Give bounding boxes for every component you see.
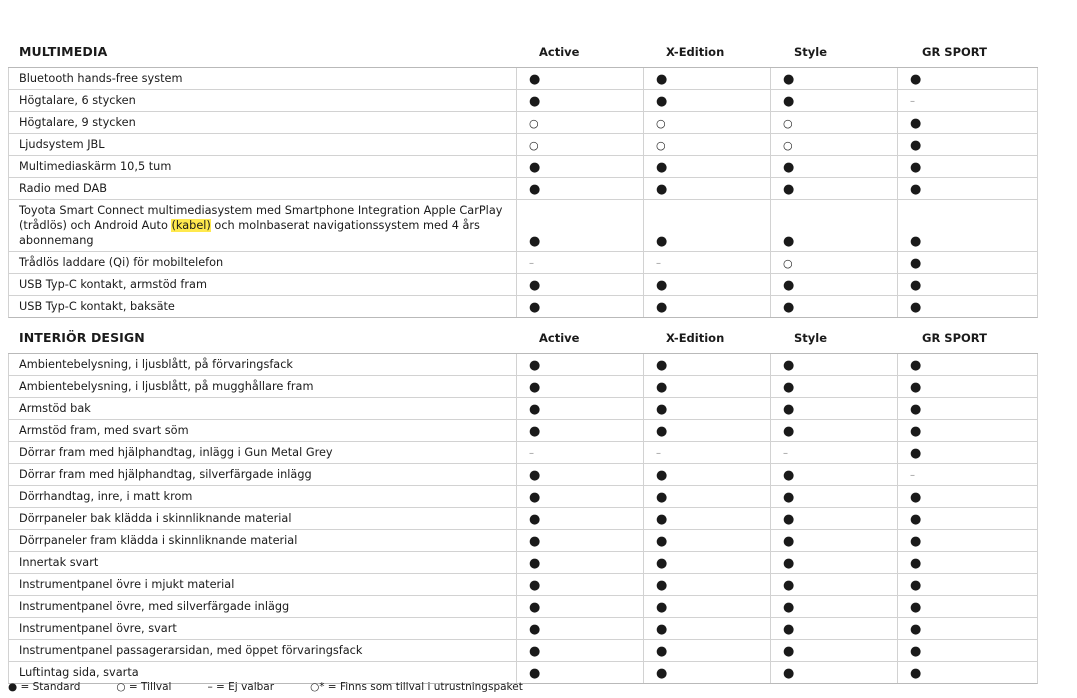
standard-marker: ●: [783, 160, 795, 175]
availability-cell: [898, 200, 1026, 251]
feature-label: Dörrar fram med hjälphandtag, inlägg i Gun Metal Grey: [9, 442, 517, 463]
column-header-active: Active: [539, 331, 580, 345]
availability-cell: [898, 398, 1026, 419]
standard-marker: ●: [910, 556, 922, 571]
standard-marker: ●: [656, 512, 668, 527]
standard-marker: ●: [910, 278, 922, 293]
standard-marker: ●: [783, 556, 795, 571]
interior-design-table: [8, 323, 1038, 684]
table-row: [8, 420, 1038, 442]
feature-label: Innertak svart: [9, 552, 517, 573]
availability-cell: [644, 200, 771, 251]
feature-label: Ljudsystem JBL: [9, 134, 517, 155]
optional-marker: ○: [529, 139, 539, 152]
availability-cell: [517, 112, 644, 133]
feature-label: Instrumentpanel övre i mjukt material: [9, 574, 517, 595]
availability-cell: [771, 274, 898, 295]
availability-cell: [644, 640, 771, 661]
standard-marker: ●: [656, 358, 668, 373]
table-row: [8, 68, 1038, 90]
availability-cell: [771, 398, 898, 419]
table-row: [8, 530, 1038, 552]
optional-marker: ○: [656, 139, 666, 152]
multimedia-table: [8, 37, 1038, 318]
standard-marker: ●: [783, 512, 795, 527]
availability-cell: [644, 156, 771, 177]
availability-cell: [898, 274, 1026, 295]
availability-cell: [517, 508, 644, 529]
standard-marker: ●: [529, 512, 541, 527]
standard-marker: ●: [910, 138, 922, 153]
availability-cell: [644, 530, 771, 551]
standard-marker: ●: [783, 468, 795, 483]
availability-cell: [517, 398, 644, 419]
availability-cell: [517, 354, 644, 375]
not-available-marker: –: [529, 448, 534, 459]
standard-marker: ●: [910, 446, 922, 461]
availability-cell: [644, 508, 771, 529]
availability-cell: [771, 640, 898, 661]
feature-label: Radio med DAB: [9, 178, 517, 199]
section-title: INTERIÖR DESIGN: [19, 330, 145, 345]
feature-label: Multimediaskärm 10,5 tum: [9, 156, 517, 177]
standard-marker: ●: [910, 116, 922, 131]
feature-label: USB Typ-C kontakt, baksäte: [9, 296, 517, 317]
standard-marker: ●: [656, 644, 668, 659]
not-available-marker: –: [529, 258, 534, 269]
availability-cell: [644, 252, 771, 273]
not-available-marker: –: [910, 470, 915, 481]
optional-marker: ○: [529, 117, 539, 130]
standard-marker: ●: [656, 160, 668, 175]
availability-cell: [771, 200, 898, 251]
availability-cell: [644, 574, 771, 595]
standard-marker: ●: [529, 490, 541, 505]
standard-marker: ●: [529, 94, 541, 109]
standard-marker: ●: [910, 600, 922, 615]
availability-cell: [898, 178, 1026, 199]
standard-marker: ●: [529, 600, 541, 615]
table-row: [8, 442, 1038, 464]
standard-marker: ●: [656, 622, 668, 637]
availability-cell: [771, 296, 898, 317]
column-header-active: Active: [539, 45, 580, 59]
availability-cell: [771, 486, 898, 507]
feature-label: Ambientebelysning, i ljusblått, på förvaringsfack: [9, 354, 517, 375]
legend: [8, 681, 559, 693]
table-row: [8, 486, 1038, 508]
availability-cell: [644, 296, 771, 317]
standard-marker: ●: [529, 534, 541, 549]
table-row: [8, 296, 1038, 318]
standard-marker: ●: [910, 256, 922, 271]
availability-cell: [898, 376, 1026, 397]
availability-cell: [644, 442, 771, 463]
column-header-gr-sport: GR SPORT: [922, 331, 987, 345]
availability-cell: [898, 596, 1026, 617]
column-header-style: Style: [794, 45, 828, 59]
standard-marker: ●: [656, 490, 668, 505]
availability-cell: [644, 376, 771, 397]
availability-cell: [517, 252, 644, 273]
standard-marker: ●: [910, 182, 922, 197]
table-row: [8, 112, 1038, 134]
standard-marker: ●: [910, 578, 922, 593]
standard-marker: ●: [783, 622, 795, 637]
standard-marker: ●: [783, 358, 795, 373]
availability-cell: [771, 252, 898, 273]
feature-label: Instrumentpanel övre, med silverfärgade inlägg: [9, 596, 517, 617]
availability-cell: [771, 376, 898, 397]
column-header-gr-sport: GR SPORT: [922, 45, 987, 59]
section-title: MULTIMEDIA: [19, 44, 108, 59]
availability-cell: [644, 552, 771, 573]
availability-cell: [517, 178, 644, 199]
table-row: [8, 90, 1038, 112]
standard-marker: ●: [656, 234, 668, 249]
availability-cell: [771, 442, 898, 463]
standard-marker: ●: [783, 94, 795, 109]
standard-marker: ●: [529, 424, 541, 439]
standard-marker: ●: [656, 72, 668, 87]
standard-marker: ●: [910, 644, 922, 659]
availability-cell: [898, 618, 1026, 639]
standard-marker: ●: [529, 622, 541, 637]
standard-marker: ●: [783, 424, 795, 439]
availability-cell: [644, 90, 771, 111]
feature-label: Högtalare, 9 stycken: [9, 112, 517, 133]
availability-cell: [644, 134, 771, 155]
standard-marker: ●: [910, 666, 922, 681]
multimedia-header: [8, 37, 1038, 67]
column-header-style: Style: [794, 331, 828, 345]
availability-cell: [644, 662, 771, 683]
standard-marker: ●: [910, 402, 922, 417]
interior-design-header: [8, 323, 1038, 353]
standard-marker: ●: [783, 578, 795, 593]
standard-marker: ●: [656, 278, 668, 293]
multimedia-rows: [8, 67, 1038, 318]
standard-marker: ●: [783, 644, 795, 659]
standard-marker: ●: [910, 380, 922, 395]
optional-marker: ○: [783, 257, 793, 270]
availability-cell: [644, 420, 771, 441]
standard-marker: ●: [529, 578, 541, 593]
standard-marker: ●: [529, 278, 541, 293]
standard-marker: ●: [783, 72, 795, 87]
availability-cell: [898, 530, 1026, 551]
standard-marker: ●: [783, 278, 795, 293]
table-row: [8, 552, 1038, 574]
availability-cell: [644, 398, 771, 419]
standard-marker: ●: [783, 490, 795, 505]
availability-cell: [517, 296, 644, 317]
feature-label: Dörrhandtag, inre, i matt krom: [9, 486, 517, 507]
availability-cell: [517, 376, 644, 397]
standard-marker: ●: [910, 160, 922, 175]
availability-cell: [517, 464, 644, 485]
not-available-marker: –: [656, 258, 661, 269]
feature-label: Luftintag sida, svarta: [9, 662, 517, 683]
availability-cell: [898, 662, 1026, 683]
availability-cell: [898, 68, 1026, 89]
availability-cell: [771, 662, 898, 683]
standard-marker: ●: [529, 300, 541, 315]
availability-cell: [771, 90, 898, 111]
table-row: [8, 200, 1038, 252]
feature-label: USB Typ-C kontakt, armstöd fram: [9, 274, 517, 295]
standard-marker: ●: [529, 468, 541, 483]
standard-marker: ●: [656, 300, 668, 315]
availability-cell: [517, 274, 644, 295]
availability-cell: [771, 508, 898, 529]
feature-label: Trådlös laddare (Qi) för mobiltelefon: [9, 252, 517, 273]
availability-cell: [898, 90, 1026, 111]
table-row: [8, 178, 1038, 200]
standard-marker: ●: [783, 600, 795, 615]
standard-marker: ●: [783, 534, 795, 549]
availability-cell: [771, 596, 898, 617]
table-row: [8, 252, 1038, 274]
standard-marker: ●: [783, 666, 795, 681]
availability-cell: [517, 618, 644, 639]
availability-cell: [517, 552, 644, 573]
legend-standard: ● = Standard: [8, 681, 81, 693]
standard-marker: ●: [783, 402, 795, 417]
feature-label: Ambientebelysning, i ljusblått, på mugghållare fram: [9, 376, 517, 397]
standard-marker: ●: [656, 402, 668, 417]
availability-cell: [898, 574, 1026, 595]
standard-marker: ●: [529, 644, 541, 659]
availability-cell: [771, 178, 898, 199]
availability-cell: [771, 552, 898, 573]
feature-label-part: Toyota Smart Connect multimediasystem med Smartphone Integration Apple CarPlay (trådlös) och Android Auto: [19, 204, 503, 232]
availability-cell: [898, 156, 1026, 177]
table-row: [8, 156, 1038, 178]
table-row: [8, 574, 1038, 596]
standard-marker: ●: [910, 72, 922, 87]
standard-marker: ●: [656, 468, 668, 483]
standard-marker: ●: [656, 534, 668, 549]
legend-not-available: – = Ej valbar: [207, 681, 275, 693]
availability-cell: [771, 156, 898, 177]
availability-cell: [517, 530, 644, 551]
availability-cell: [898, 296, 1026, 317]
availability-cell: [644, 596, 771, 617]
standard-marker: ●: [656, 556, 668, 571]
availability-cell: [517, 156, 644, 177]
standard-marker: ●: [529, 402, 541, 417]
standard-marker: ●: [529, 380, 541, 395]
availability-cell: [771, 354, 898, 375]
standard-marker: ●: [529, 666, 541, 681]
standard-marker: ●: [783, 300, 795, 315]
availability-cell: [898, 640, 1026, 661]
feature-label: Dörrpaneler fram klädda i skinnliknande material: [9, 530, 517, 551]
availability-cell: [644, 618, 771, 639]
table-row: [8, 618, 1038, 640]
availability-cell: [517, 420, 644, 441]
standard-marker: ●: [656, 380, 668, 395]
table-row: [8, 640, 1038, 662]
feature-label: [9, 200, 517, 251]
standard-marker: ●: [910, 622, 922, 637]
column-header-x-edition: X-Edition: [666, 331, 725, 345]
availability-cell: [771, 530, 898, 551]
standard-marker: ●: [656, 182, 668, 197]
availability-cell: [644, 354, 771, 375]
availability-cell: [771, 112, 898, 133]
availability-cell: [644, 178, 771, 199]
availability-cell: [898, 134, 1026, 155]
availability-cell: [517, 486, 644, 507]
standard-marker: ●: [656, 600, 668, 615]
availability-cell: [771, 68, 898, 89]
availability-cell: [517, 640, 644, 661]
availability-cell: [771, 464, 898, 485]
table-row: [8, 464, 1038, 486]
table-row: [8, 376, 1038, 398]
standard-marker: ●: [656, 666, 668, 681]
availability-cell: [517, 134, 644, 155]
availability-cell: [517, 442, 644, 463]
availability-cell: [644, 68, 771, 89]
standard-marker: ●: [529, 182, 541, 197]
legend-package-option: ○* = Finns som tillval i utrustningspaket: [310, 681, 523, 693]
standard-marker: ●: [910, 300, 922, 315]
not-available-marker: –: [910, 96, 915, 107]
availability-cell: [644, 274, 771, 295]
standard-marker: ●: [783, 182, 795, 197]
availability-cell: [898, 252, 1026, 273]
not-available-marker: –: [783, 448, 788, 459]
feature-label: Instrumentpanel övre, svart: [9, 618, 517, 639]
standard-marker: ●: [529, 160, 541, 175]
availability-cell: [898, 464, 1026, 485]
availability-cell: [517, 596, 644, 617]
feature-label-part: och molnbaserat navigationssystem med 4 års abonnemang: [19, 219, 480, 247]
availability-cell: [517, 90, 644, 111]
feature-label: Högtalare, 6 stycken: [9, 90, 517, 111]
standard-marker: ●: [529, 234, 541, 249]
feature-label: Dörrpaneler bak klädda i skinnliknande material: [9, 508, 517, 529]
optional-marker: ○: [783, 139, 793, 152]
availability-cell: [898, 508, 1026, 529]
availability-cell: [517, 574, 644, 595]
table-row: [8, 274, 1038, 296]
table-row: [8, 508, 1038, 530]
legend-optional: ○ = Tillval: [116, 681, 172, 693]
availability-cell: [898, 420, 1026, 441]
optional-marker: ○: [783, 117, 793, 130]
availability-cell: [644, 464, 771, 485]
column-header-x-edition: X-Edition: [666, 45, 725, 59]
availability-cell: [898, 486, 1026, 507]
table-row: [8, 354, 1038, 376]
standard-marker: ●: [656, 578, 668, 593]
standard-marker: ●: [910, 534, 922, 549]
standard-marker: ●: [910, 358, 922, 373]
availability-cell: [517, 200, 644, 251]
standard-marker: ●: [910, 424, 922, 439]
feature-label: Armstöd bak: [9, 398, 517, 419]
standard-marker: ●: [910, 512, 922, 527]
availability-cell: [644, 486, 771, 507]
availability-cell: [771, 618, 898, 639]
availability-cell: [771, 420, 898, 441]
standard-marker: ●: [910, 234, 922, 249]
feature-label: Instrumentpanel passagerarsidan, med öppet förvaringsfack: [9, 640, 517, 661]
feature-label: Dörrar fram med hjälphandtag, silverfärgade inlägg: [9, 464, 517, 485]
standard-marker: ●: [529, 358, 541, 373]
table-row: [8, 398, 1038, 420]
optional-marker: ○: [656, 117, 666, 130]
availability-cell: [517, 68, 644, 89]
highlighted-text: (kabel): [171, 219, 211, 232]
not-available-marker: –: [656, 448, 661, 459]
availability-cell: [771, 134, 898, 155]
table-row: [8, 596, 1038, 618]
standard-marker: ●: [783, 380, 795, 395]
availability-cell: [771, 574, 898, 595]
availability-cell: [898, 354, 1026, 375]
standard-marker: ●: [656, 424, 668, 439]
feature-label: Bluetooth hands-free system: [9, 68, 517, 89]
interior-design-rows: [8, 353, 1038, 684]
availability-cell: [898, 442, 1026, 463]
standard-marker: ●: [783, 234, 795, 249]
standard-marker: ●: [529, 72, 541, 87]
table-row: [8, 134, 1038, 156]
availability-cell: [517, 662, 644, 683]
feature-label: Armstöd fram, med svart söm: [9, 420, 517, 441]
standard-marker: ●: [656, 94, 668, 109]
standard-marker: ●: [529, 556, 541, 571]
standard-marker: ●: [910, 490, 922, 505]
availability-cell: [898, 112, 1026, 133]
availability-cell: [644, 112, 771, 133]
availability-cell: [898, 552, 1026, 573]
